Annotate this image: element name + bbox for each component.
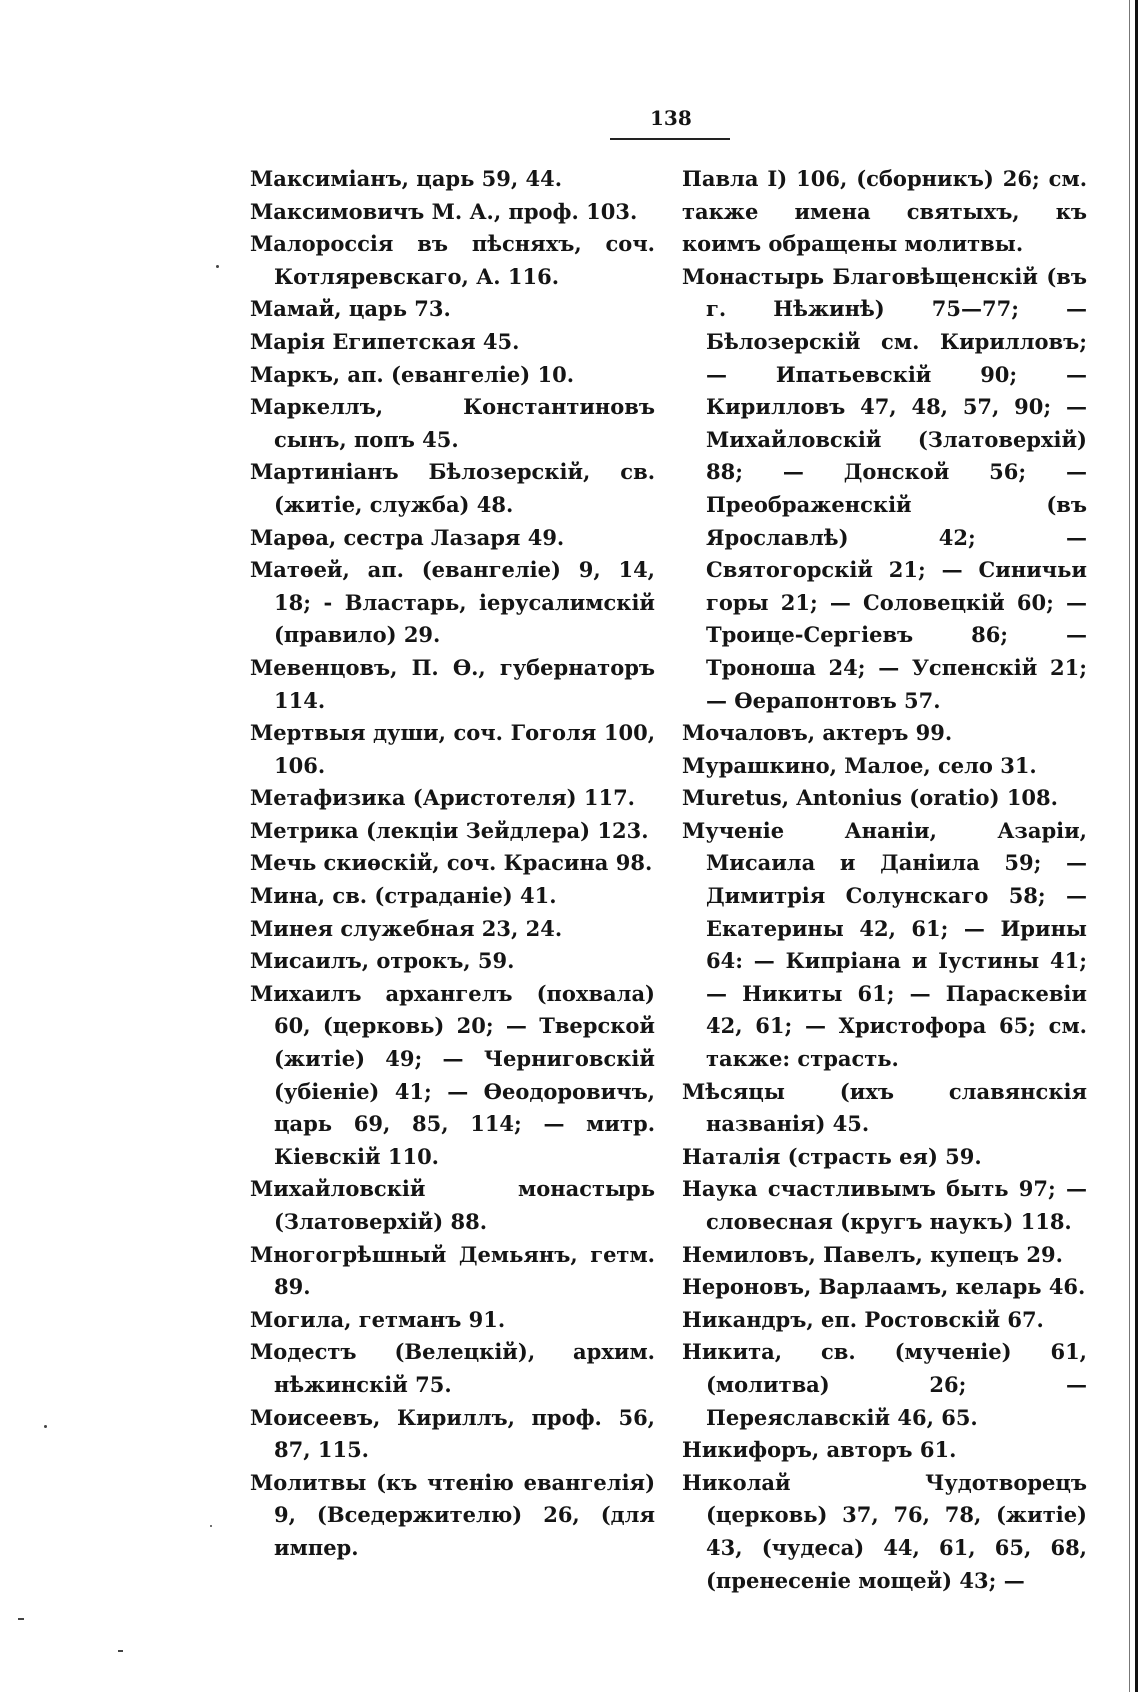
- index-entry: Никифоръ, авторъ 61.: [682, 1437, 957, 1463]
- index-entry: Мечь скиѳскій, соч. Красина 98.: [250, 850, 653, 876]
- index-entry: Максимовичъ М. А., проф. 103.: [250, 198, 638, 224]
- index-entry: Маркеллъ, Константиновъ сынъ, попъ 45.: [250, 394, 655, 452]
- print-speck: [216, 265, 219, 268]
- index-entry: Метрика (лекціи Зейдлера) 123.: [250, 817, 649, 843]
- page-edge-line: [1129, 0, 1130, 1692]
- index-entry: Мамай, царь 73.: [250, 296, 451, 322]
- print-speck: [118, 1650, 123, 1652]
- index-entry: Минея служебная 23, 24.: [250, 915, 563, 941]
- index-entry: Muretus, Antonius (oratio) 108.: [682, 785, 1058, 811]
- index-entry: Метафизика (Аристотеля) 117.: [250, 785, 635, 811]
- index-entry: Монастырь Благовѣщенскій (въ г. Нѣжинѣ) 75—77; —Бѣлозерскій см. Кирилловъ; — Ипатьевскій 90; — Кирилловъ 47, 48, 57, 90; — Михайловскій (Златоверхій) 88; — Донской 56; — Преображенскій (въ Ярославлѣ) 42; — Святогорскій 21; — Синичьи горы 21; — Соловецкій 60; — Троице-Сергіевъ 86; — Троноша 24; — Успенскій 21; — Ѳерапонтовъ 57.: [682, 263, 1087, 713]
- index-entry: Могила, гетманъ 91.: [250, 1306, 506, 1332]
- page-number: 138: [650, 106, 692, 130]
- index-entry: Мертвыя души, соч. Гоголя 100, 106.: [250, 720, 655, 778]
- index-entry: Марія Египетская 45.: [250, 328, 520, 354]
- index-entry: Малороссія въ пѣсняхъ, соч. Котляревскаго, А. 116.: [250, 231, 655, 289]
- index-entry: Мочаловъ, актеръ 99.: [682, 720, 953, 746]
- page-edge-shadow: [1135, 0, 1138, 1692]
- index-entry: Наука счастливымъ быть 97; — словесная (кругъ наукъ) 118.: [682, 1176, 1087, 1234]
- index-entry: Мѣсяцы (ихъ славянскія названія) 45.: [682, 1078, 1087, 1137]
- index-entry: Николай Чудотворецъ (церковь) 37, 76, 78, (житіе) 43, (чудеса) 44, 61, 65, 68, (пренесеніе мощей) 43; —: [682, 1469, 1087, 1593]
- index-entry: Мученіе Ананіи, Азаріи, Мисаила и Даніила 59; — Димитрія Солунскаго 58; — Екатерины 42, 61; — Ирины 64: — Кипріана и Іустины 41; — Никиты 61; — Параскевіи 42, 61; — Христофора 65; см. также: страсть.: [682, 817, 1087, 1072]
- print-speck: [18, 1618, 24, 1620]
- index-entry: Никандръ, еп. Ростовскій 67.: [682, 1306, 1044, 1332]
- index-entry: Мартиніанъ Бѣлозерскій, св. (житіе, служба) 48.: [250, 459, 655, 517]
- index-entry: Нероновъ, Варлаамъ, келарь 46.: [682, 1274, 1086, 1300]
- index-entry: Немиловъ, Павелъ, купецъ 29.: [682, 1241, 1063, 1267]
- index-entry: Молитвы (къ чтенію евангелія) 9, (Вседержителю) 26, (для импер.: [250, 1469, 655, 1560]
- page-number-rule: [610, 138, 730, 140]
- index-entry: Модестъ (Велецкій), архим. нѣжинскій 75.: [250, 1339, 655, 1397]
- index-entry: Максиміанъ, царь 59, 44.: [250, 166, 563, 191]
- index-entry: Мурашкино, Малое, село 31.: [682, 752, 1037, 778]
- index-entry: Михайловскій монастырь (Златоверхій) 88.: [250, 1176, 655, 1234]
- continued-entry: Павла I) 106, (сборникъ) 26; см. также имена святыхъ, къ коимъ обращены молитвы.: [682, 166, 1087, 257]
- index-entry: Марѳа, сестра Лазаря 49.: [250, 524, 565, 550]
- index-entry: Наталія (страсть ея) 59.: [682, 1143, 982, 1169]
- index-entry: Маркъ, ап. (евангеліе) 10.: [250, 361, 575, 387]
- index-column-right: [682, 163, 1087, 1597]
- index-entry: Моисеевъ, Кириллъ, проф. 56, 87, 115.: [250, 1404, 655, 1463]
- print-speck: [210, 1525, 212, 1527]
- index-entry: Мина, св. (страданіе) 41.: [250, 883, 557, 909]
- index-entry: Матѳей, ап. (евангеліе) 9, 14, 18; - Властарь, іерусалимскій (правило) 29.: [250, 557, 655, 648]
- index-entry: Мисаилъ, отрокъ, 59.: [250, 948, 515, 974]
- index-entry: Многогрѣшный Демьянъ, гетм. 89.: [250, 1241, 655, 1300]
- print-speck: [44, 1425, 47, 1428]
- index-column-left: [250, 163, 655, 1565]
- index-entry: Мевенцовъ, П. Ѳ., губернаторъ 114.: [250, 654, 655, 713]
- index-entry: Михаилъ архангелъ (похвала) 60, (церковь) 20; — Тверской (житіе) 49; — Черниговскій (убіеніе) 41; — Ѳеодоровичъ, царь 69, 85, 114; — митр. Кіевскій 110.: [250, 980, 655, 1169]
- right-entries: [682, 261, 1087, 1597]
- index-entry: Никита, св. (мученіе) 61, (молитва) 26; — Переяславскій 46, 65.: [682, 1339, 1087, 1430]
